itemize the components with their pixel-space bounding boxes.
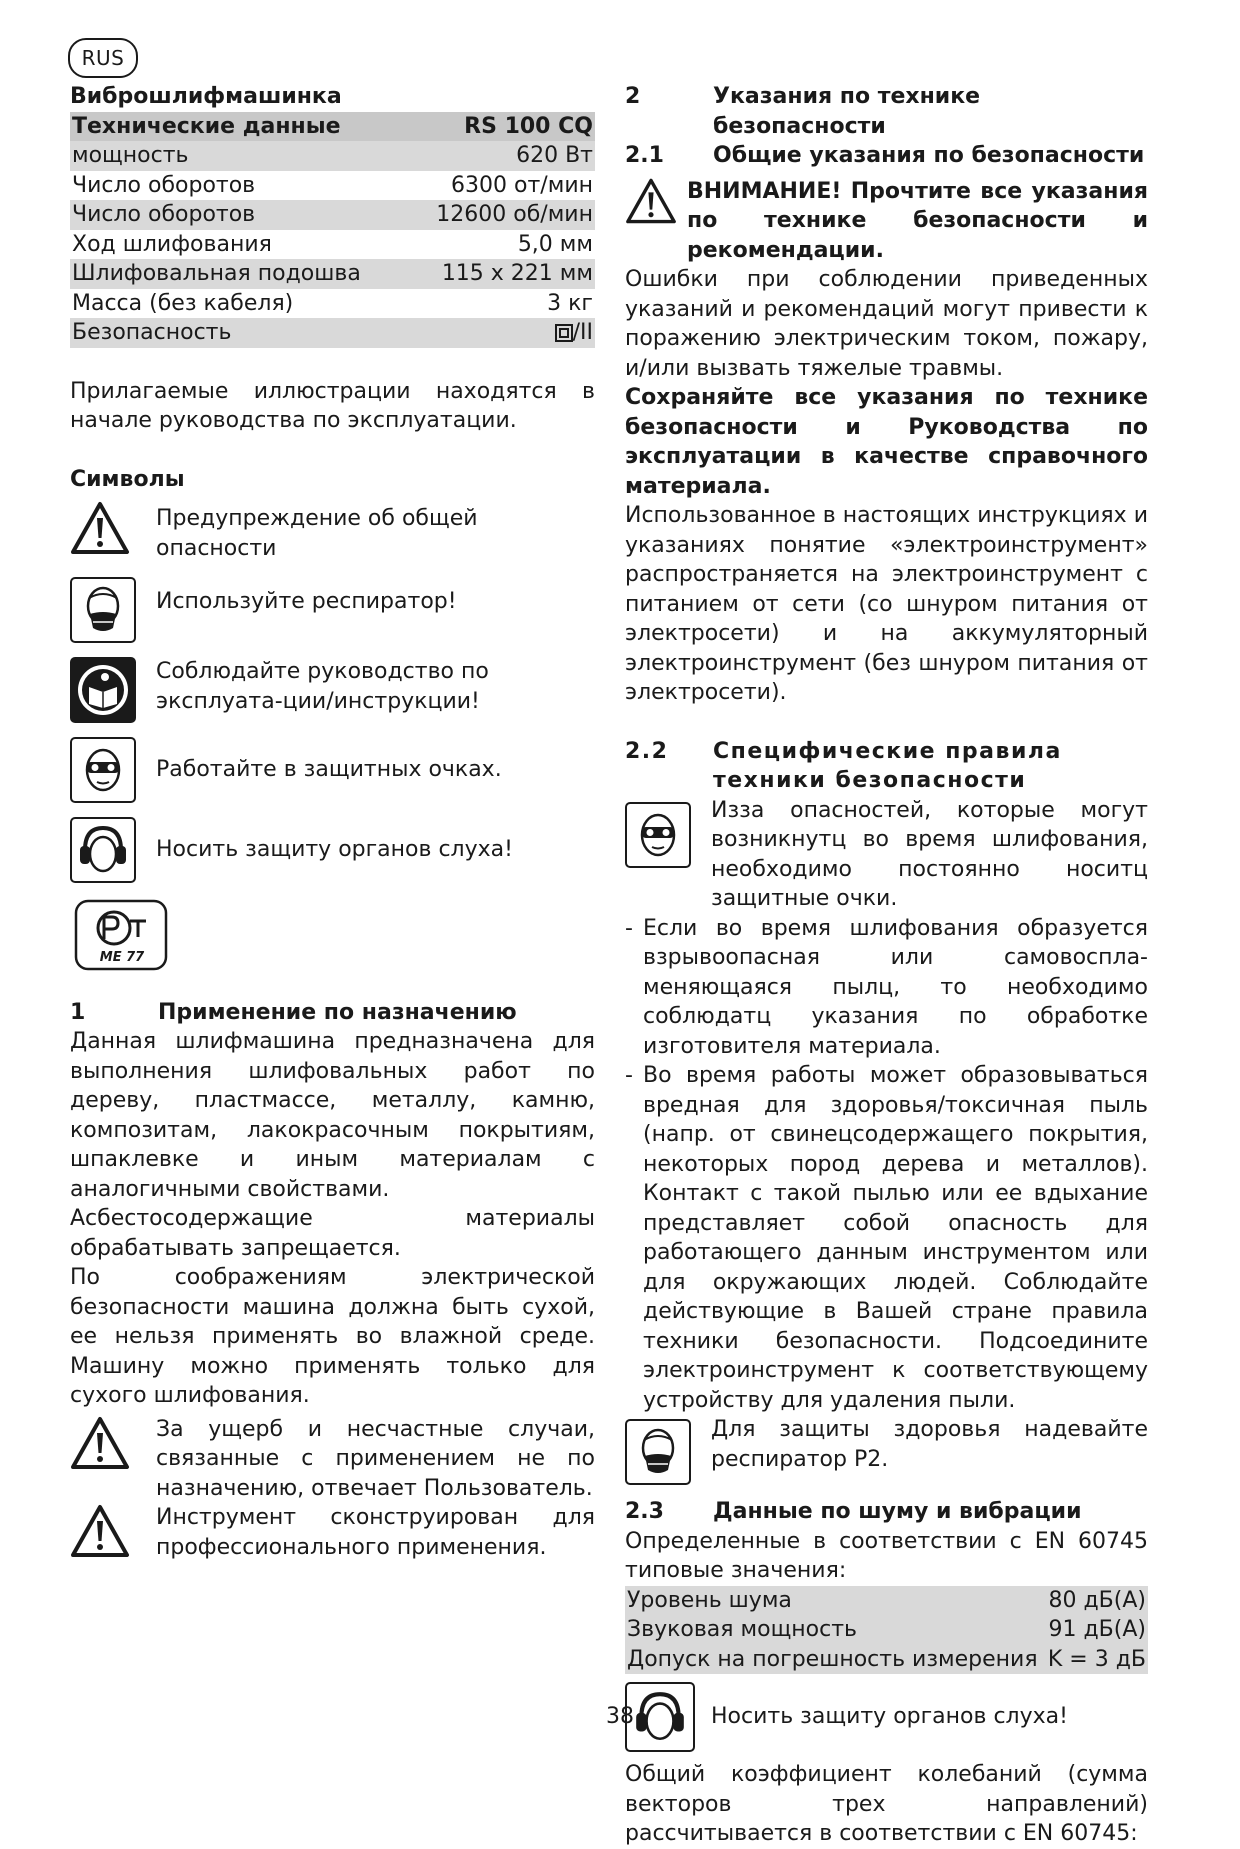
spec-value: 115 x 221 мм	[409, 259, 595, 289]
section-2-3-heading	[625, 1497, 1148, 1527]
product-title: Виброшлифмашинка	[70, 84, 342, 109]
section-2-paragraph: Использованное в настоящих инструкциях и указаниях понятие «электроинструмент» распространяется на электроинструмент с питанием от сети (со шнуром питания от электросети) и на аккумуляторный электроинструмент (без шнуром питания от электросети).	[625, 503, 1148, 705]
respirator-icon	[70, 577, 136, 643]
section-2-bold-paragraph: Сохраняйте все указания по технике безопасности и Руководства по эксплуатации в качестве справочного материала.	[625, 385, 1148, 499]
noise-table	[625, 1586, 1148, 1675]
symbol-text: Используйте респиратор!	[156, 589, 457, 614]
table-row	[625, 1615, 1148, 1645]
protection-class-icon	[555, 324, 573, 342]
right-column	[625, 82, 1148, 1849]
spec-label: Число оборотов	[72, 172, 256, 198]
table-row	[625, 1586, 1148, 1616]
section-2-1-heading	[625, 141, 1148, 171]
bullet-dash: -	[625, 915, 633, 941]
table-row	[70, 230, 595, 260]
noise-intro: Определенные в соответствии с EN 60745 типовые значения:	[625, 1528, 1148, 1583]
warning-note	[70, 1503, 595, 1562]
symbol-row	[70, 737, 595, 803]
section-1-paragraph: По соображениям электрической безопасности машина должна быть сухой, ее нельзя применять во влажной среде. Машину можно применять только для сухого шлифования.	[70, 1265, 595, 1408]
section-2-heading	[625, 82, 1148, 141]
noise-value: 80 дБ(A)	[1045, 1586, 1148, 1616]
spec-label: Число оборотов	[70, 200, 409, 230]
section-number: 2	[625, 84, 641, 109]
noise-value: 91 дБ(A)	[1045, 1615, 1148, 1645]
table-row	[70, 171, 595, 201]
spec-label: Ход шлифования	[72, 231, 272, 257]
noise-label: Допуск на погрешность измерения	[625, 1645, 1045, 1675]
section-title: Специфические правила техники безопасности	[713, 738, 1062, 793]
table-row	[70, 289, 595, 319]
safety-class-label: /II	[572, 320, 593, 345]
respirator-icon	[625, 1419, 691, 1485]
goggles-icon	[625, 802, 691, 868]
attention-note	[625, 177, 1148, 266]
symbol-text: Работайте в защитных очках.	[156, 757, 502, 782]
spec-value: 5,0 мм	[517, 231, 593, 257]
language-badge: RUS	[68, 38, 138, 78]
warning-note	[70, 1415, 595, 1504]
symbol-text: Соблюдайте руководство по эксплуата-ции/инструкции!	[156, 659, 489, 714]
section-title: Применение по назначению	[158, 999, 517, 1025]
spec-value: 620 Вт	[409, 141, 595, 171]
section-number: 2.1	[625, 143, 664, 168]
warning-triangle-icon	[70, 500, 130, 556]
spec-value: 12600 об/мин	[409, 200, 595, 230]
spec-label: Шлифовальная подошва	[70, 259, 409, 289]
symbol-row	[70, 577, 595, 643]
section-2-2-heading	[625, 737, 1148, 796]
page-number: 38	[606, 1704, 634, 1729]
section-number: 2.3	[625, 1499, 664, 1524]
goggles-icon	[70, 737, 136, 803]
respirator-text: Для защиты здоровья надевайте респиратор P2.	[711, 1417, 1148, 1472]
warning-triangle-icon	[70, 1415, 130, 1471]
warning-text: Инструмент сконструирован для профессионального применения.	[156, 1505, 595, 1560]
symbol-row	[70, 657, 595, 723]
ear-protection-text: Носить защиту органов слуха!	[711, 1704, 1068, 1729]
noise-label: Уровень шума	[625, 1586, 1045, 1616]
illustrations-note: Прилагаемые иллюстрации находятся в начале руководства по эксплуатации.	[70, 378, 595, 433]
table-row	[70, 259, 595, 289]
spec-value: 3 кг	[547, 290, 593, 316]
section-1-paragraph: Асбестосодержащие материалы обрабатывать запрещается.	[70, 1206, 595, 1261]
section-1-heading	[70, 998, 595, 1028]
certification-mark	[74, 899, 595, 980]
warning-triangle-icon	[70, 1503, 130, 1559]
respirator-note	[625, 1415, 1148, 1485]
manual-icon	[70, 657, 136, 723]
spec-table	[70, 112, 595, 348]
symbol-row	[70, 817, 595, 883]
section-number: 2.2	[625, 738, 669, 764]
noise-value: K = 3 дБ	[1045, 1645, 1148, 1675]
spec-header-row	[70, 112, 595, 142]
bullet-dash: -	[625, 1063, 633, 1088]
spec-value: 6300 от/мин	[451, 172, 593, 198]
section-1-paragraph: Данная шлифмашина предназначена для выполнения шлифовальных работ по дереву, пластмассе, металлу, камню, композитам, лакокрасочным покрытиям, шпаклевке и иным материалам с аналогичными свойствами.	[70, 1029, 595, 1202]
table-row	[70, 200, 595, 230]
symbols-title: Символы	[70, 466, 185, 492]
spec-header-model: RS 100 CQ	[409, 112, 595, 142]
spec-label: мощность	[70, 141, 409, 171]
warning-triangle-icon	[625, 177, 677, 225]
spec-label: Безопасность	[70, 318, 409, 348]
spec-header-label: Технические данные	[70, 112, 409, 142]
bullet-text: Во время работы может образовываться вредная для здоровья/токсичная пыль (напр. от свинецсодержащего покрытия, некоторых пород дерева и металлов). Контакт с такой пылью или ее вдыхание представляет собой опасность для работающего данным инструментом или для окружающих людей. Соблюдайте действующие в Вашей стране правила техники безопасности. Подсоедините электроинструмент к соответствующему устройству для удаления пыли.	[643, 1063, 1148, 1413]
section-title: Общие указания по безопасности	[713, 143, 1145, 168]
vibration-text: Общий коэффициент колебаний (сумма векторов трех направлений) рассчитывается в соответствии с EN 60745:	[625, 1762, 1148, 1846]
table-row	[70, 318, 595, 348]
symbol-row	[70, 500, 595, 563]
ear-protection-icon	[70, 817, 136, 883]
section-2-paragraph: Ошибки при соблюдении приведенных указаний и рекомендаций могут привести к поражению электрическим током, пожару, и/или вызвать тяжелые травмы.	[625, 267, 1148, 381]
pct-certification-icon	[74, 899, 168, 971]
section-title: Данные по шуму и вибрации	[713, 1499, 1082, 1524]
cert-code: ME 77	[99, 950, 145, 965]
list-item	[625, 914, 1148, 1062]
section-title: Указания по технике безопасности	[713, 84, 981, 139]
left-column	[70, 82, 595, 1562]
goggles-text: Изза опасностей, которые могут возникнутц во время шлифования, необходимо постоянно носитц защитные очки.	[711, 797, 1148, 911]
bullet-text: Если во время шлифования образуется взрывоопасная или самовоспла-меняющаяся пылц, то необходимо соблюдатц указания по обработке изготовителя материала.	[643, 915, 1148, 1059]
goggles-note	[625, 796, 1148, 914]
table-row	[625, 1645, 1148, 1675]
section-number: 1	[70, 999, 86, 1025]
symbol-text: Носить защиту органов слуха!	[156, 837, 513, 862]
spec-label: Масса (без кабеля)	[72, 290, 294, 316]
table-row	[70, 141, 595, 171]
warning-text: За ущерб и несчастные случаи, связанные с применением не по назначению, отвечает Пользователь.	[156, 1416, 595, 1501]
symbol-text: Предупреждение об общей опасности	[156, 506, 478, 561]
list-item	[625, 1061, 1148, 1415]
noise-label: Звуковая мощность	[625, 1615, 1045, 1645]
spec-value-safety	[409, 318, 595, 348]
attention-text: ВНИМАНИЕ! Прочтите все указания по технике безопасности и рекомендации.	[687, 178, 1148, 263]
